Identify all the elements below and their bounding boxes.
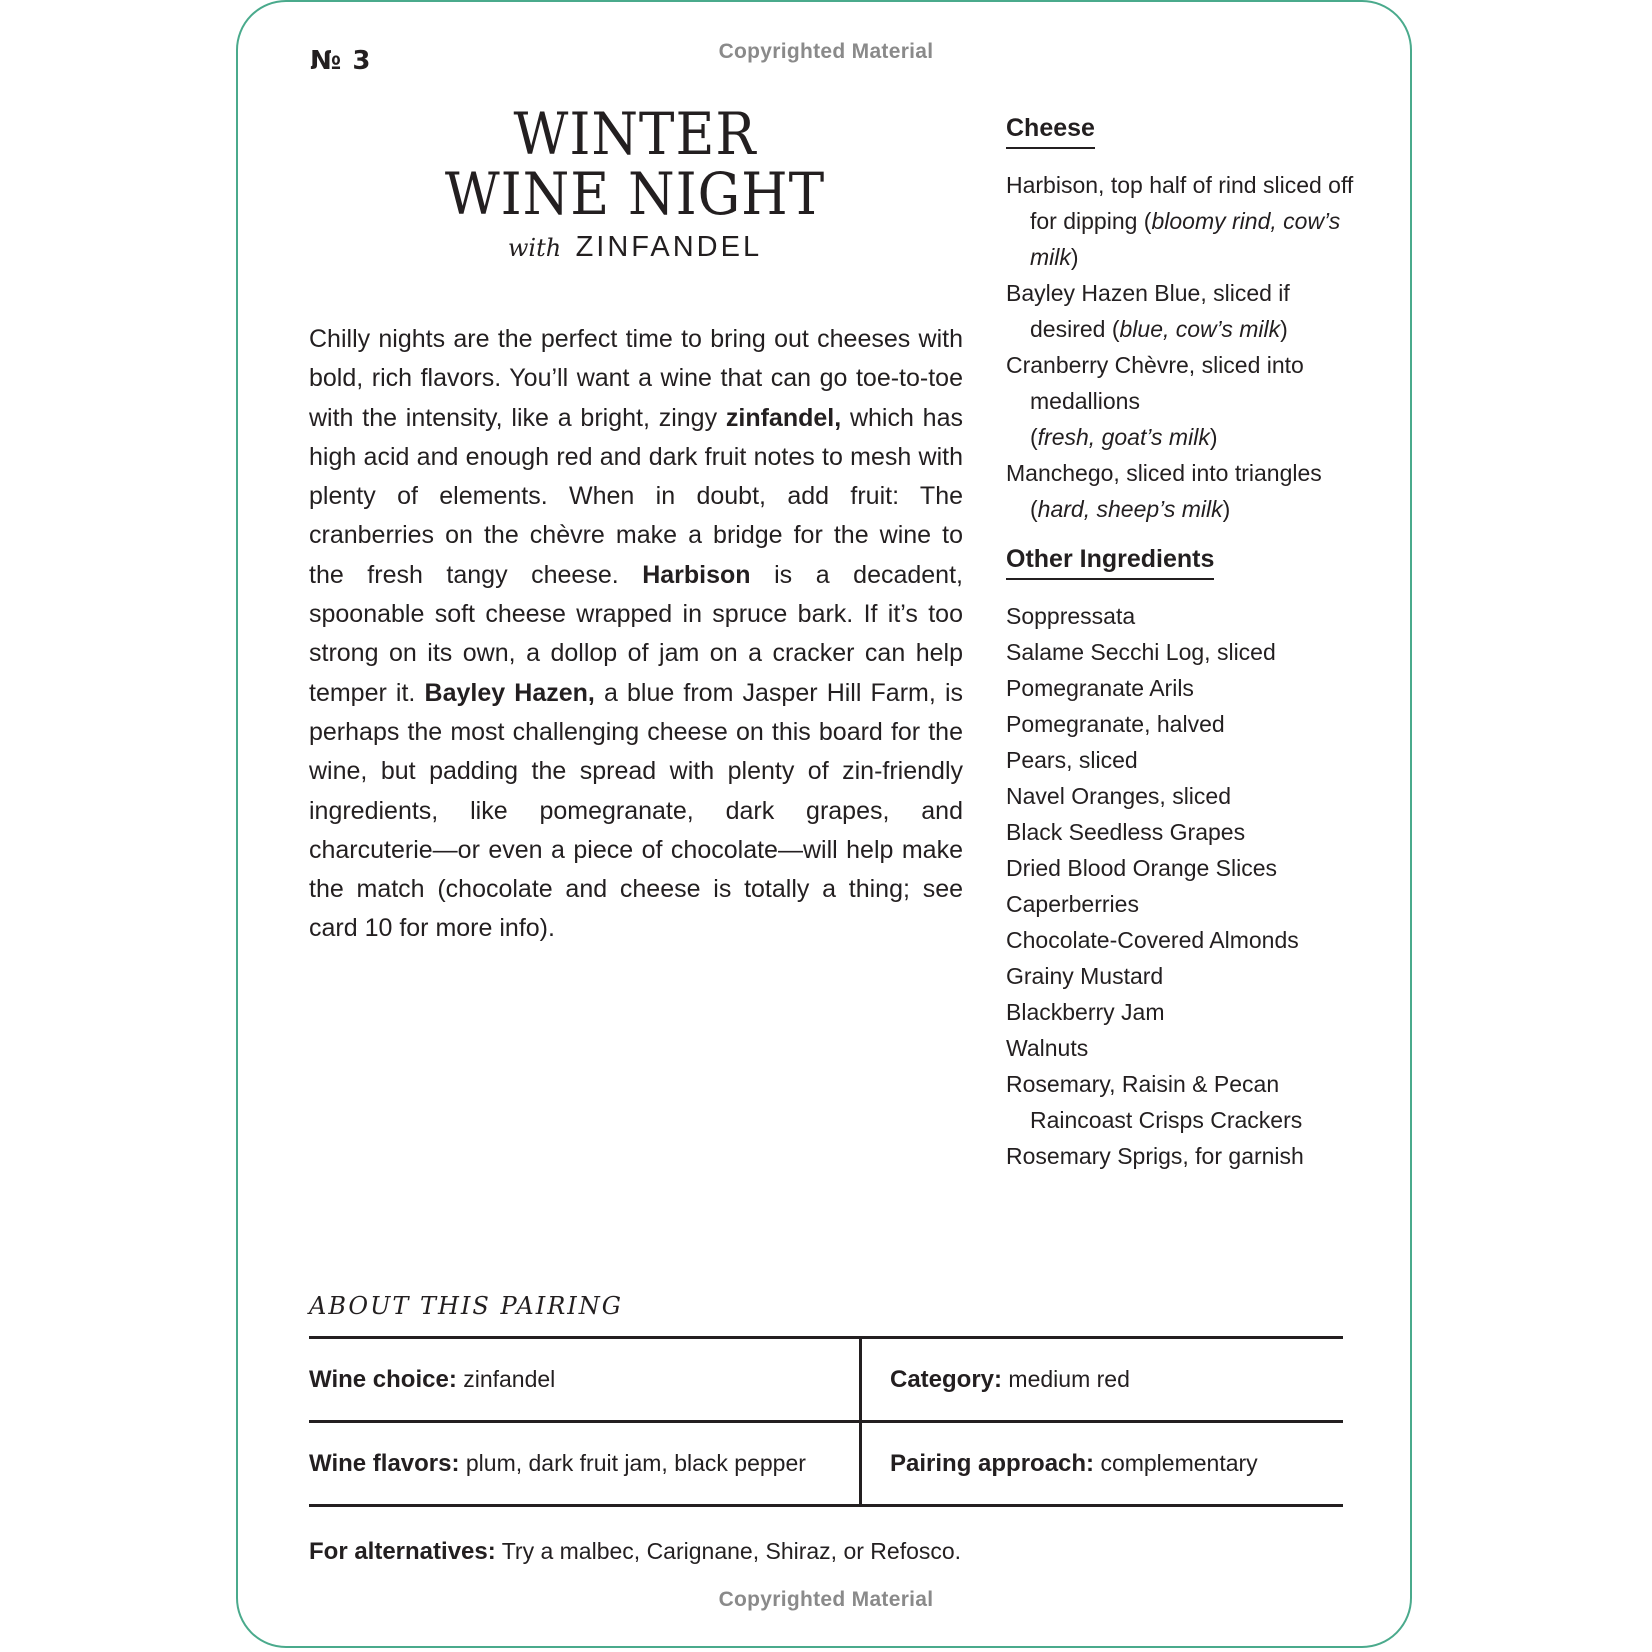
other-ingredients-heading: Other Ingredients — [1006, 545, 1214, 580]
intro-bold-harbison: Harbison — [642, 560, 751, 589]
wine-choice-value: zinfandel — [463, 1365, 556, 1392]
cheese-item: Cranberry Chèvre, sliced into medallions (fresh, goat’s milk) — [1006, 352, 1304, 450]
intro-text: is a decadent, spoonable soft cheese wrapped in spruce bark. If it’s too strong on its own, a dollop of jam on a cracker can help temper it. — [309, 560, 963, 707]
ingredient-item: Navel Oranges, sliced — [1006, 783, 1231, 809]
cheese-name: Bayley Hazen Blue, sliced if desired — [1006, 280, 1290, 342]
wine-choice-cell — [309, 1338, 861, 1422]
ingredient-item: Black Seedless Grapes — [1006, 819, 1246, 845]
cheese-note: bloomy rind, cow’s milk — [1030, 208, 1341, 270]
ingredient-item: Grainy Mustard — [1006, 963, 1164, 989]
wine-flavors-value: plum, dark fruit jam, black pepper — [465, 1449, 806, 1476]
cheese-heading: Cheese — [1006, 114, 1095, 149]
category-label: Category: — [890, 1365, 1003, 1393]
pairing-approach-label: Pairing approach: — [890, 1449, 1095, 1477]
intro-paragraph — [309, 320, 963, 949]
cheese-item: Harbison, top half of rind sliced off for dipping (bloomy rind, cow’s milk) — [1006, 172, 1354, 270]
cheese-name: Harbison, top half of rind sliced off for dipping — [1006, 172, 1354, 234]
wine-flavors-cell — [309, 1422, 861, 1506]
subtitle-with: with — [507, 234, 562, 262]
intro-bold-bayley-hazen: Bayley Hazen, — [424, 678, 595, 707]
ingredients-sidebar — [1006, 114, 1366, 1174]
alternatives-value: Try a malbec, Carignane, Shiraz, or Refosco. — [501, 1538, 962, 1564]
ingredient-item: Rosemary Sprigs, for garnish — [1006, 1143, 1304, 1169]
about-pairing-heading: ABOUT THIS PAIRING — [309, 1292, 623, 1320]
cheese-name: Cranberry Chèvre, sliced into medallions — [1006, 352, 1304, 414]
ingredient-item: Dried Blood Orange Slices — [1006, 855, 1278, 881]
copyright-watermark-top: Copyrighted Material — [718, 40, 934, 63]
other-ingredients-list — [1006, 598, 1366, 1174]
ingredient-item: Salame Secchi Log, sliced — [1006, 639, 1276, 665]
ingredient-item: Chocolate-Covered Almonds — [1006, 927, 1299, 953]
pairing-approach-value: complementary — [1100, 1449, 1258, 1476]
ingredient-item: Rosemary, Raisin & Pecan Raincoast Crisps Crackers — [1006, 1071, 1303, 1133]
cheese-list — [1006, 167, 1366, 527]
category-cell — [861, 1338, 1344, 1422]
card-title — [420, 100, 850, 265]
intro-bold-zinfandel: zinfandel, — [725, 403, 842, 432]
wine-choice-label: Wine choice: — [309, 1365, 457, 1393]
pairing-row — [309, 1338, 1343, 1422]
title-line-1: WINTER — [513, 100, 757, 168]
pairing-row — [309, 1422, 1343, 1506]
wine-flavors-label: Wine flavors: — [309, 1449, 460, 1477]
subtitle-varietal: ZINFANDEL — [575, 231, 763, 263]
cheese-note: blue, cow’s milk — [1119, 316, 1281, 342]
card-number: № 3 — [310, 46, 372, 76]
ingredient-item: Caperberries — [1006, 891, 1139, 917]
cheese-note: fresh, goat’s milk — [1037, 424, 1210, 450]
ingredient-item: Blackberry Jam — [1006, 999, 1165, 1025]
ingredient-item: Walnuts — [1006, 1035, 1089, 1061]
alternatives-line — [309, 1538, 961, 1566]
subtitle — [420, 230, 850, 265]
cheese-item: Manchego, sliced into triangles (hard, sheep’s milk) — [1006, 460, 1322, 522]
copyright-watermark-bottom: Copyrighted Material — [718, 1588, 934, 1611]
category-value: medium red — [1008, 1365, 1130, 1392]
cheese-note: hard, sheep’s milk — [1037, 496, 1223, 522]
cheese-item: Bayley Hazen Blue, sliced if desired (blue, cow’s milk) — [1006, 280, 1290, 342]
intro-text: Chilly nights are the perfect time to bring out cheeses with bold, rich flavors. You’ll want a wine that can go toe-to-toe with the intensity, like a bright, zingy — [309, 325, 963, 432]
pairing-table — [309, 1336, 1343, 1507]
intro-text: a blue from Jasper Hill Farm, is perhaps the most challenging cheese on this board for the wine, but padding the spread with plenty of zin-friendly ingredients, like pomegranate, dark grapes, and charcuterie—or even a piece of chocolate—will help make the match (chocolate and cheese is totally a thing; see card 10 for more info). — [309, 678, 963, 943]
ingredient-item: Pears, sliced — [1006, 747, 1138, 773]
ingredient-item: Pomegranate, halved — [1006, 711, 1225, 737]
alternatives-label: For alternatives: — [309, 1538, 496, 1565]
ingredient-item: Soppressata — [1006, 603, 1136, 629]
cheese-name: Manchego, sliced into triangles — [1006, 460, 1322, 486]
intro-text: which has high acid and enough red and dark fruit notes to mesh with plenty of elements. When in doubt, add fruit: The cranberries on the chèvre make a bridge for the wine to the fresh tangy cheese. — [309, 403, 963, 589]
pairing-approach-cell — [861, 1422, 1344, 1506]
title-line-2: WINE NIGHT — [444, 160, 826, 228]
ingredient-item: Pomegranate Arils — [1006, 675, 1194, 701]
